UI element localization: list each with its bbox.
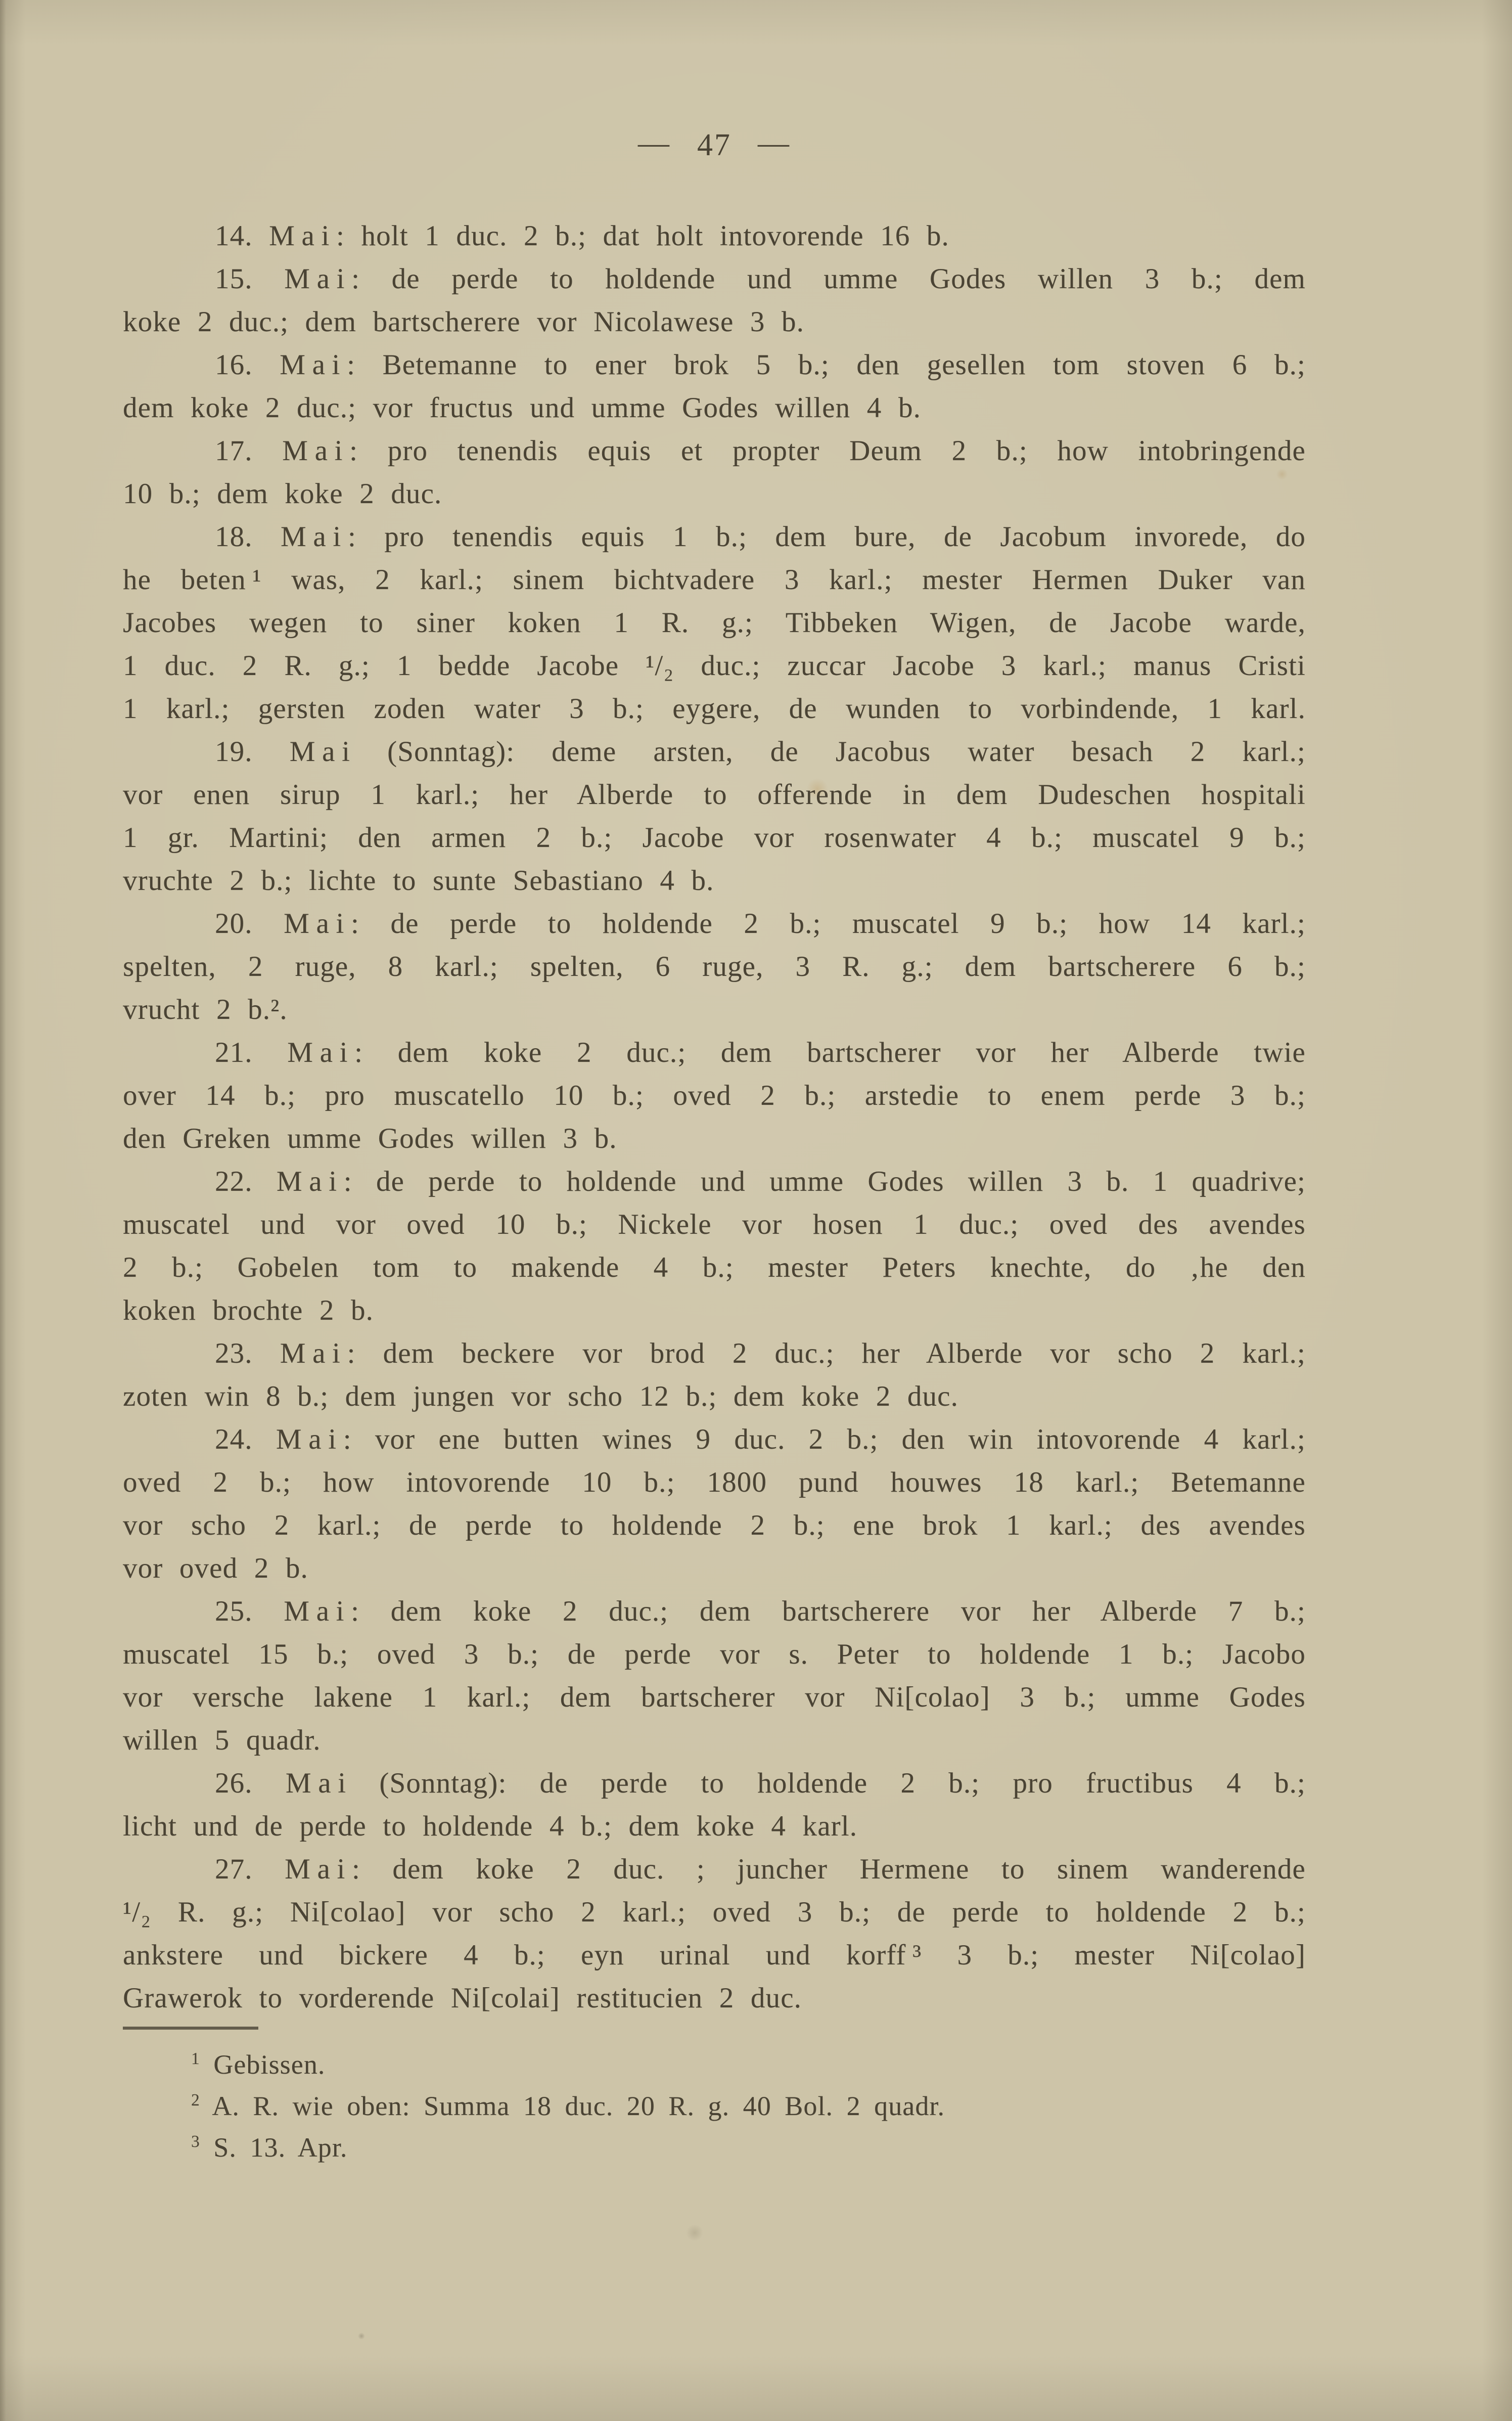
text-line: oved 2 b.; how intovorende 10 b.; 1800 pund houwes 18 karl.; Betemanne (123, 1466, 1306, 1498)
body-text (123, 214, 1306, 2020)
text-line: vor versche lakene 1 karl.; dem bartscherer vor Ni[colao] 3 b.; umme Godes (123, 1681, 1306, 1713)
footnote-text: A. R. wie oben: Summa 18 duc. 20 R. g. 40 Bol. 2 quadr. (212, 2091, 945, 2121)
header-dash-right: — (758, 126, 791, 160)
footnotes (123, 2044, 1306, 2168)
footnote (123, 2044, 1306, 2085)
page-header (123, 126, 1306, 162)
text-line: willen 5 quadr. (123, 1724, 321, 1756)
text-line: 14. M a i : holt 1 duc. 2 b.; dat holt intovorende 16 b. (215, 220, 949, 252)
text-line: over 14 b.; pro muscatello 10 b.; oved 2 b.; arstedie to enem perde 3 b.; (123, 1080, 1306, 1111)
text-line: ¹/₂ R. g.; Ni[colao] vor scho 2 karl.; oved 3 b.; de perde to holdende 2 b.; (123, 1896, 1306, 1928)
footnote-text: Gebissen. (213, 2049, 326, 2080)
footnote-rule (123, 2027, 258, 2030)
text-line: 17. M a i : pro tenendis equis et propter Deum 2 b.; how intobringende (215, 435, 1306, 467)
text-line: 23. M a i : dem beckere vor brod 2 duc.; her Alberde vor scho 2 karl.; (215, 1337, 1306, 1369)
footnote (123, 2127, 1306, 2168)
text-line: 10 b.; dem koke 2 duc. (123, 478, 442, 510)
text-line: vor enen sirup 1 karl.; her Alberde to offerende in dem Dudeschen hospitali (123, 779, 1306, 811)
text-line: 1 duc. 2 R. g.; 1 bedde Jacobe ¹/₂ duc.; zuccar Jacobe 3 karl.; manus Cristi (123, 650, 1306, 682)
text-line: 24. M a i : vor ene butten wines 9 duc. 2 b.; den win intovorende 4 karl.; (215, 1423, 1306, 1455)
text-line: 26. M a i (Sonntag): de perde to holdende 2 b.; pro fructibus 4 b.; (215, 1767, 1306, 1799)
text-line: koke 2 duc.; dem bartscherere vor Nicolawese 3 b. (123, 306, 805, 338)
text-line: dem koke 2 duc.; vor fructus und umme Godes willen 4 b. (123, 392, 921, 424)
text-line: 2 b.; Gobelen tom to makende 4 b.; mester Peters knechte, do ‚he den (123, 1251, 1306, 1283)
footnote-marker: 2 (191, 2091, 200, 2110)
text-line: licht und de perde to holdende 4 b.; dem koke 4 karl. (123, 1810, 858, 1842)
text-line: 25. M a i : dem koke 2 duc.; dem bartscherere vor her Alberde 7 b.; (215, 1595, 1306, 1627)
text-line: 27. M a i : dem koke 2 duc. ; juncher Hermene to sinem wanderende (215, 1853, 1306, 1885)
text-line: vruchte 2 b.; lichte to sunte Sebastiano 4 b. (123, 865, 714, 896)
text-line: vor scho 2 karl.; de perde to holdende 2 b.; ene brok 1 karl.; des avendes (123, 1509, 1306, 1541)
text-line: vrucht 2 b.². (123, 994, 288, 1025)
text-line: 22. M a i : de perde to holdende und umme Godes willen 3 b. 1 quadrive; (215, 1165, 1306, 1197)
text-line: 15. M a i : de perde to holdende und umme Godes willen 3 b.; dem (215, 263, 1306, 295)
footnote (123, 2085, 1306, 2127)
text-line: zoten win 8 b.; dem jungen vor scho 12 b.; dem koke 2 duc. (123, 1380, 958, 1412)
text-line: 18. M a i : pro tenendis equis 1 b.; dem bure, de Jacobum invorede, do (215, 521, 1306, 553)
text-line: 16. M a i : Betemanne to ener brok 5 b.; den gesellen tom stoven 6 b.; (215, 349, 1306, 381)
text-line: 20. M a i : de perde to holdende 2 b.; muscatel 9 b.; how 14 karl.; (215, 908, 1306, 939)
text-line: muscatel 15 b.; oved 3 b.; de perde vor s. Peter to holdende 1 b.; Jacobo (123, 1638, 1306, 1670)
text-line: he beten ¹ was, 2 karl.; sinem bichtvadere 3 karl.; mester Hermen Duker van (123, 564, 1306, 596)
footnote-text: S. 13. Apr. (213, 2132, 348, 2163)
text-line: Grawerok to vorderende Ni[colai] restitucien 2 duc. (123, 1982, 802, 2014)
text-line: Jacobes wegen to siner koken 1 R. g.; Tibbeken Wigen, de Jacobe warde, (123, 607, 1306, 639)
text-line: 19. M a i (Sonntag): deme arsten, de Jacobus water besach 2 karl.; (215, 736, 1306, 768)
text-line: 1 karl.; gersten zoden water 3 b.; eygere, de wunden to vorbindende, 1 karl. (123, 693, 1306, 725)
text-line: vor oved 2 b. (123, 1552, 308, 1584)
text-line: 1 gr. Martini; den armen 2 b.; Jacobe vor rosenwater 4 b.; muscatel 9 b.; (123, 822, 1306, 854)
header-dash-left: — (638, 126, 671, 160)
footnote-marker: 1 (191, 2049, 200, 2068)
text-line: koken brochte 2 b. (123, 1294, 374, 1326)
text-line: den Greken umme Godes willen 3 b. (123, 1123, 617, 1154)
text-line: spelten, 2 ruge, 8 karl.; spelten, 6 ruge, 3 R. g.; dem bartscherere 6 b.; (123, 951, 1306, 982)
page-number: 47 (697, 128, 731, 162)
text-line: ankstere und bickere 4 b.; eyn urinal und korff ³ 3 b.; mester Ni[colao] (123, 1939, 1306, 1971)
text-line: muscatel und vor oved 10 b.; Nickele vor hosen 1 duc.; oved des avendes (123, 1208, 1306, 1240)
footnote-marker: 3 (191, 2132, 200, 2151)
text-line: 21. M a i : dem koke 2 duc.; dem bartscherer vor her Alberde twie (215, 1037, 1306, 1068)
